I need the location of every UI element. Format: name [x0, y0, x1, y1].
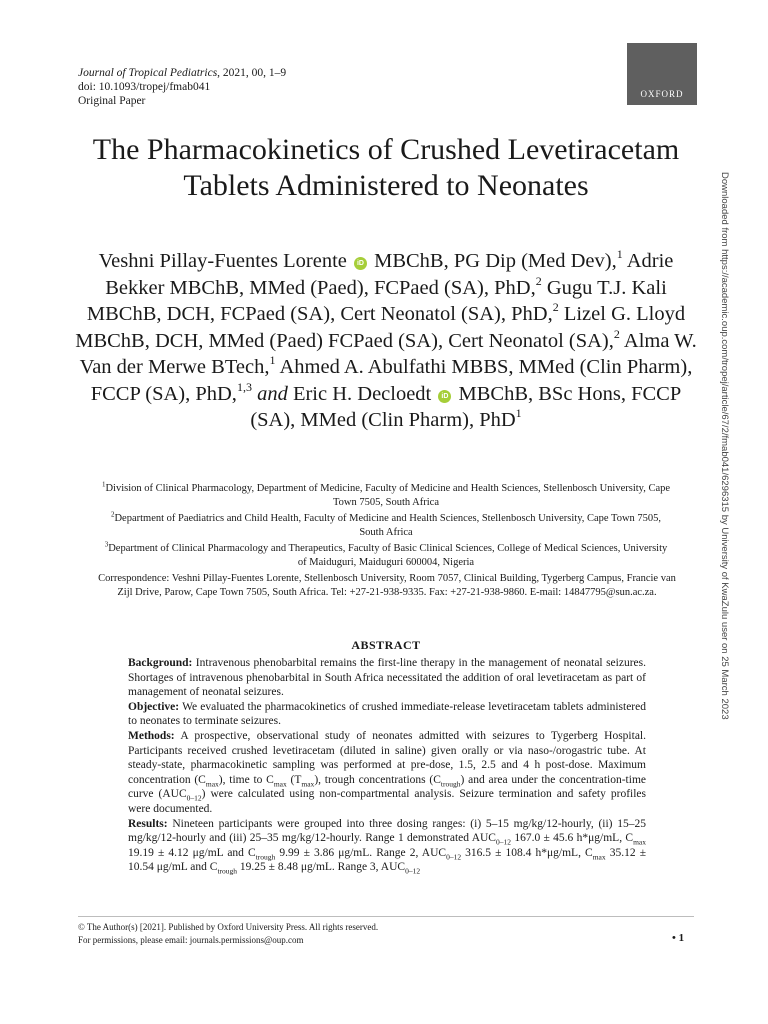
section-text: Intravenous phenobarbital remains the first-line therapy in the management of neonatal seizures. Shortages of intravenous phenobarbital in South Africa necessitated the addition of oral levetiracetam as part of management of neonatal seizures.	[128, 657, 646, 699]
subscript: 0–12	[446, 852, 462, 862]
author-degrees: MBChB, PG Dip (Med Dev),	[368, 250, 617, 272]
subscript: 0–12	[405, 866, 421, 876]
affil-text: Department of Clinical Pharmacology and Therapeutics, Faculty of Basic Clinical Sciences, College of Medical Sciences, University of Maiduguri, Maiduguri 600004, Nigeria	[108, 543, 668, 568]
subscript: 0–12	[495, 837, 511, 847]
affil-text: Division of Clinical Pharmacology, Department of Medicine, Faculty of Medicine and Health Sciences, Stellenbosch University, Cape Town 7505, South Africa	[105, 483, 671, 508]
affil-ref: 2	[613, 326, 620, 341]
author-name[interactable]: Gugu T.J. Kali MBChB, DCH, FCPaed (SA), Cert Neonatol (SA), PhD,	[86, 276, 667, 325]
section-text: 19.25 ± 8.48 μg/mL. Range 3, AUC	[237, 861, 406, 874]
download-watermark: Downloaded from https://academic.oup.com/tropej/article/67/2/fmab041/6296315 by University of KwaZulu user on 25 March 2023	[719, 172, 730, 720]
section-label: Methods:	[128, 729, 175, 742]
author-name[interactable]: Alma W. Van der Merwe BTech,	[79, 329, 697, 378]
subscript: max	[273, 779, 287, 789]
section-text: (T	[286, 773, 302, 786]
correspondence: Correspondence: Veshni Pillay-Fuentes Lorente, Stellenbosch University, Room 7057, Clinical Building, Tygerberg Campus, Francie van Zijl Drive, Parow, Cape Town 7505, South Africa. Tel: +27-21-938-9335. Fax: +27-21-938-9860. E-mail: 14847795@sun.ac.za.	[98, 573, 676, 598]
abstract-results	[128, 817, 646, 875]
subscript: max	[301, 779, 315, 789]
author-name[interactable]: Veshni Pillay-Fuentes Lorente	[98, 250, 347, 272]
section-text: We evaluated the pharmacokinetics of crushed immediate-release levetiracetam tablets administered to neonates to terminate seizures.	[128, 700, 646, 728]
author-name[interactable]: Adrie Bekker MBChB, MMed (Paed), FCPaed (SA), PhD,	[105, 250, 674, 299]
section-text: 35.12 ± 10.54 μg/mL and C	[128, 846, 647, 874]
page-number: • 1	[672, 932, 685, 944]
section-text: 19.19 ± 4.12 μg/mL and C	[128, 846, 256, 859]
affil-ref: 2	[535, 273, 542, 288]
subscript: trough	[255, 852, 276, 862]
page-footer	[78, 921, 694, 947]
orcid-icon[interactable]: iD	[354, 257, 367, 270]
subscript: max	[592, 852, 606, 862]
affil-number: 2	[110, 510, 115, 519]
affiliation-3	[100, 542, 672, 570]
affil-ref: 2	[552, 300, 559, 314]
journal-header	[78, 66, 286, 108]
author-conjunction: and	[257, 382, 288, 405]
oxford-logo[interactable]	[627, 43, 697, 105]
section-text: 9.99 ± 3.86 μg/mL. Range 2, AUC	[275, 846, 447, 859]
affiliation-2	[100, 512, 672, 540]
copyright: © The Author(s) [2021]. Published by Oxford University Press. All rights reserved.	[78, 922, 379, 932]
section-label: Objective:	[128, 700, 180, 713]
affil-number: 3	[104, 540, 109, 549]
affil-ref: 1	[269, 353, 276, 367]
affil-ref: 1	[616, 247, 623, 261]
section-label: Results:	[128, 817, 168, 830]
section-text: ), time to C	[218, 773, 274, 786]
author-name[interactable]: Lizel G. Lloyd MBChB, DCH, MMed (Paed) FCPaed (SA), Cert Neonatol (SA),	[75, 303, 686, 352]
oxford-logo-text: OXFORD	[640, 89, 684, 99]
permissions[interactable]: For permissions, please email: journals.permissions@oup.com	[78, 935, 304, 945]
author-degrees: MBChB, BSc Hons, FCCP (SA), MMed (Clin Pharm), PhD	[250, 382, 682, 431]
affil-ref: 1	[515, 406, 522, 420]
affil-ref: 1,3	[236, 379, 252, 394]
section-text: ) and area under the concentration-time curve (AUC	[128, 773, 646, 801]
author-name[interactable]: Eric H. Decloedt	[287, 382, 432, 405]
footer-divider	[78, 916, 694, 917]
abstract-methods	[128, 729, 646, 817]
section-text: ) were calculated using non-compartmental analysis. Seizure termination and safety profiles were documented.	[128, 788, 646, 815]
subscript: trough	[217, 866, 238, 876]
article-type: Original Paper	[78, 95, 146, 107]
affil-number: 1	[101, 480, 106, 489]
section-label: Background:	[128, 657, 193, 669]
affil-text: Department of Paediatrics and Child Health, Faculty of Medicine and Health Sciences, Stellenbosch University, Cape Town 7505, South Africa	[114, 513, 662, 538]
abstract-objective	[128, 700, 646, 729]
author-name[interactable]: Ahmed A. Abulfathi MBBS, MMed (Clin Pharm), FCCP (SA), PhD,	[90, 356, 693, 405]
subscript: 0–12	[186, 793, 202, 803]
journal-name: Journal of Tropical Pediatrics	[78, 67, 218, 79]
abstract-background	[128, 656, 646, 700]
doi[interactable]: doi: 10.1093/tropej/fmab041	[78, 81, 211, 93]
section-text: Nineteen participants were grouped into three dosing ranges: (i) 5–15 mg/kg/12-hourly, (ii) 15–25 mg/kg/12-hourly and (iii) 25–35 mg/kg/12-hourly. Range 1 demonstrated AUC	[128, 817, 646, 845]
section-text: ), trough concentrations (C	[314, 773, 441, 786]
affiliations	[100, 482, 672, 572]
affiliation-1	[100, 482, 672, 510]
subscript: max	[633, 837, 646, 847]
section-text: 316.5 ± 108.4 h*μg/mL, C	[461, 846, 593, 859]
article-title: The Pharmacokinetics of Crushed Levetiracetam Tablets Administered to Neonates	[92, 133, 680, 202]
section-text: 167.0 ± 45.6 h*μg/mL, C	[510, 832, 634, 845]
abstract-heading: ABSTRACT	[351, 638, 421, 652]
section-text: A prospective, observational study of neonates admitted with seizures to Tygerberg Hospital. Participants received crushed levetiracetam (diluted in saline) given orally or via naso-/orogastric tube. At steady-state, pharmacokinetic sampling was performed at pre-dose, 1.5, 2.5 and 4 h post-dose. Maximum concentration (C	[128, 729, 646, 786]
orcid-icon[interactable]: iD	[438, 390, 451, 403]
journal-citation: , 2021, 00, 1–9	[217, 67, 287, 79]
subscript: trough	[440, 779, 461, 789]
subscript: max	[205, 779, 219, 789]
author-list	[75, 248, 697, 434]
abstract-body	[128, 656, 646, 875]
